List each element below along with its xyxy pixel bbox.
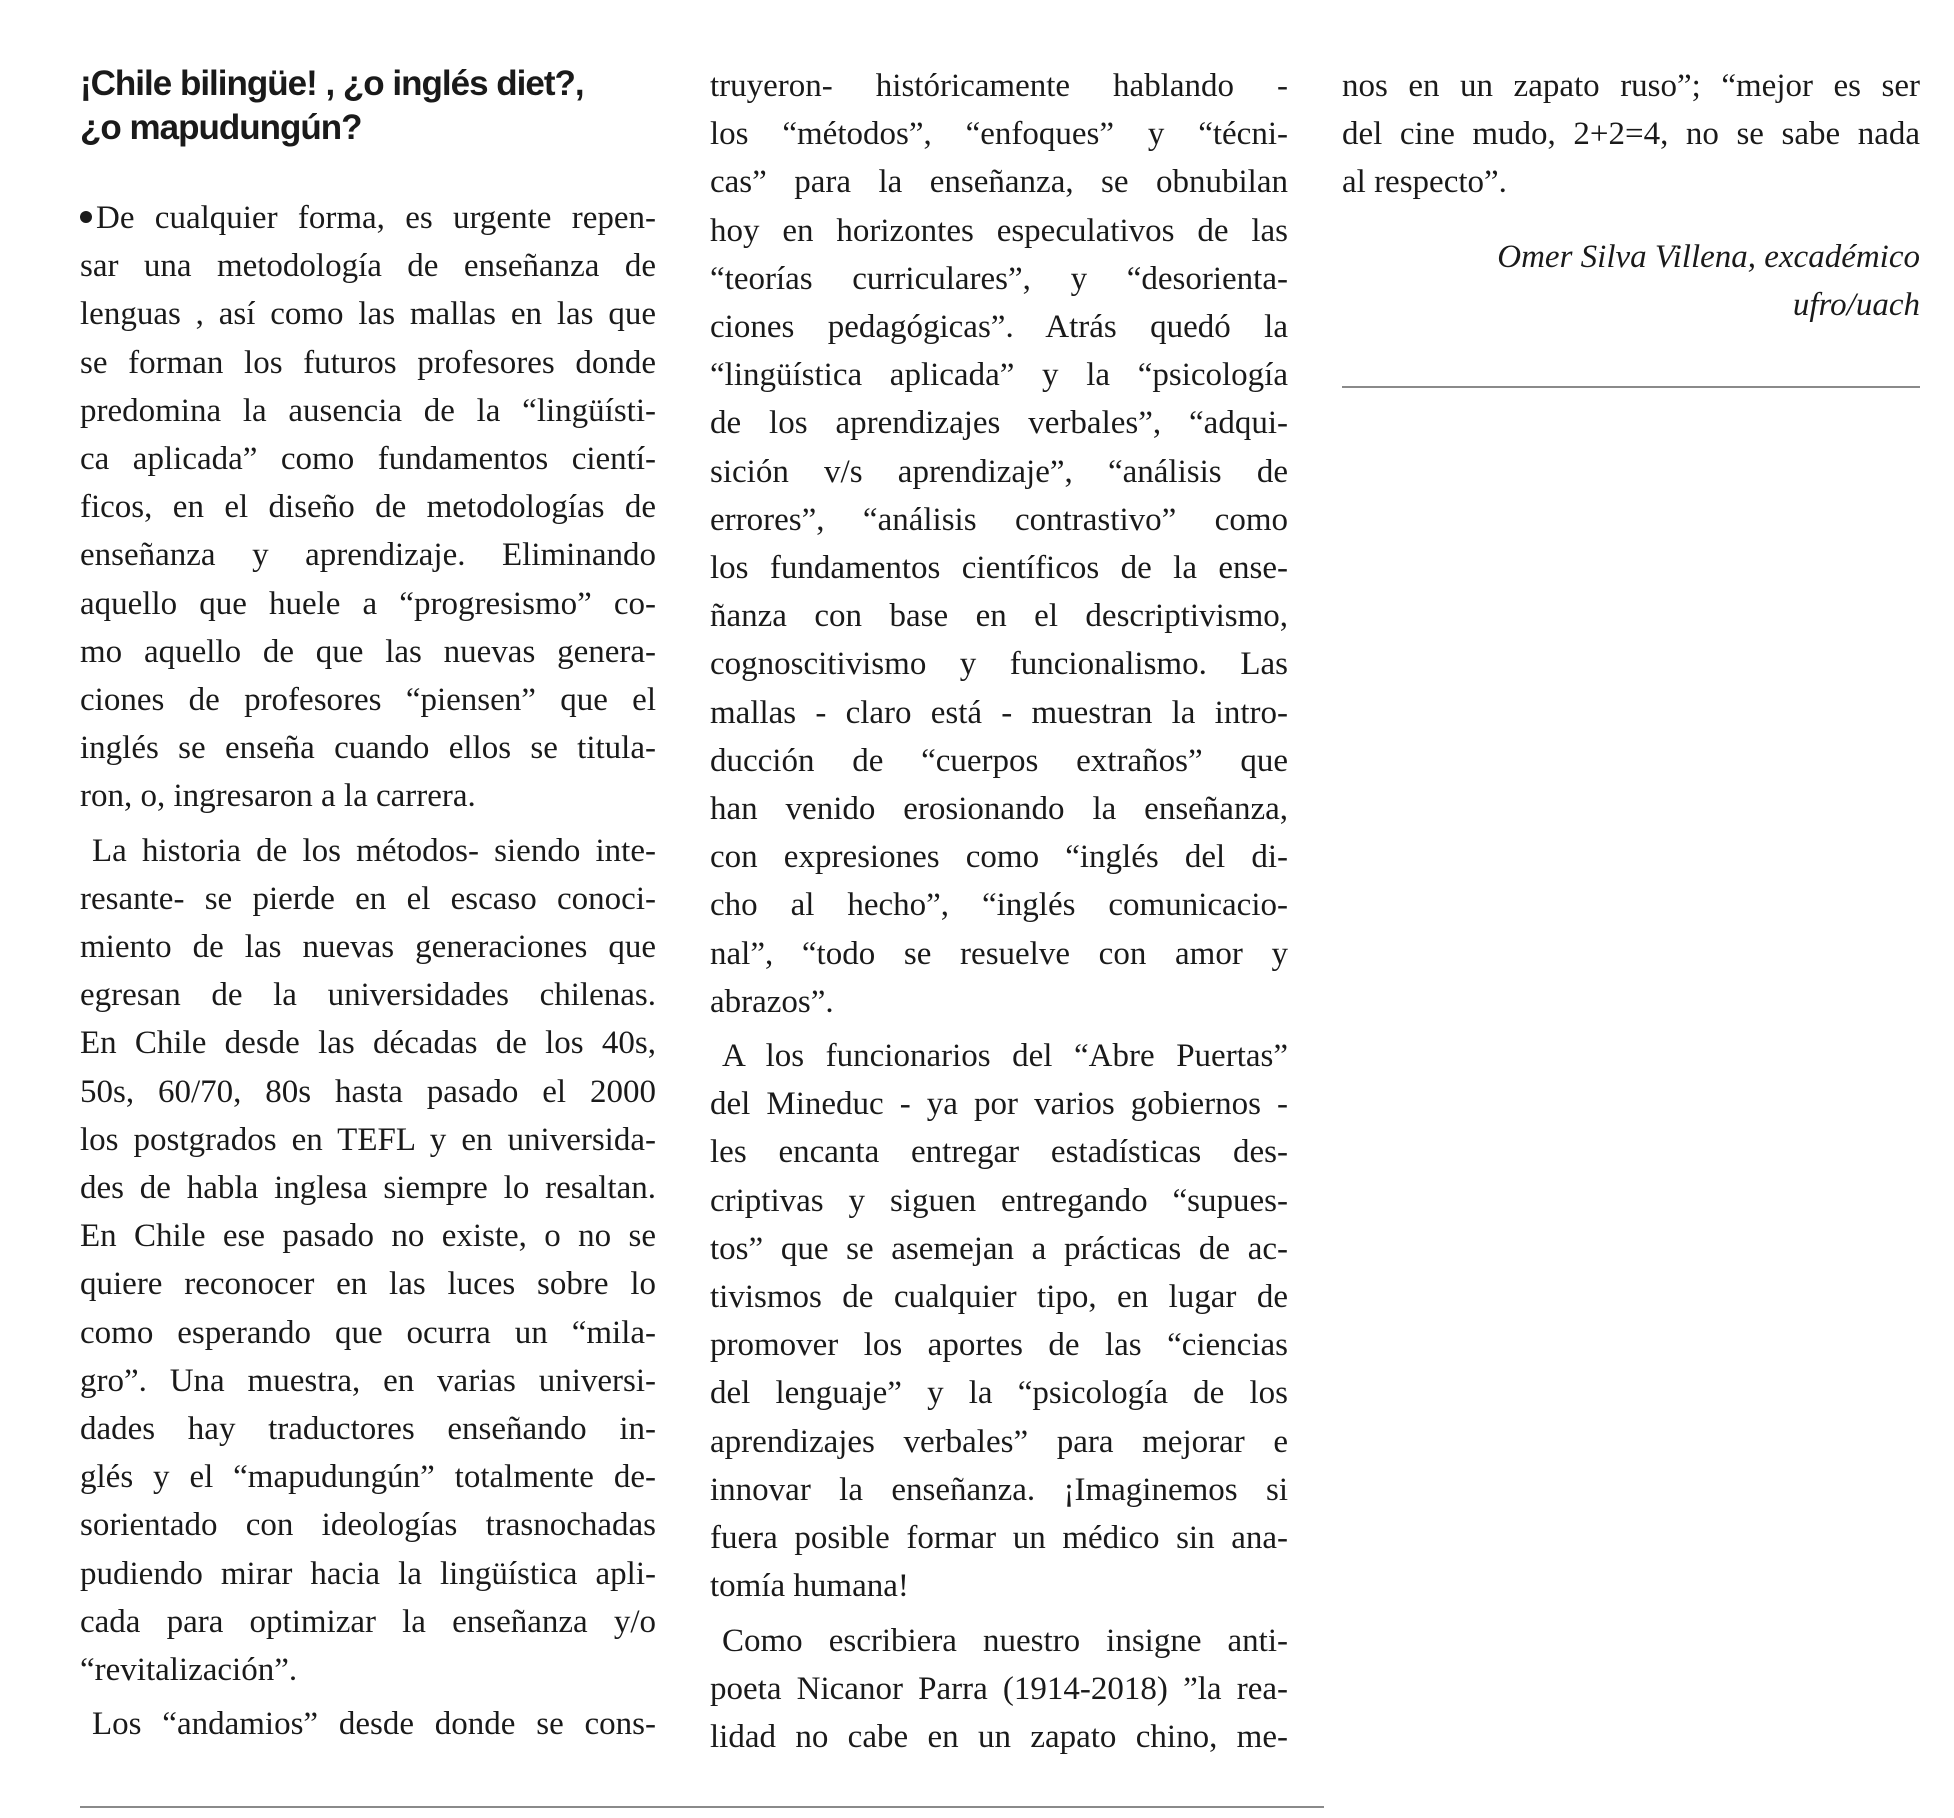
text-line: En Chile desde las décadas de los 40s, bbox=[80, 1025, 656, 1062]
text-line: truyeron- históricamente hablando - bbox=[710, 68, 1288, 104]
text-line: ducción de “cuerpos extraños” que bbox=[710, 742, 1288, 779]
text-line: promover los aportes de las “ciencias bbox=[710, 1327, 1288, 1364]
paragraph bbox=[1342, 62, 1920, 207]
column-1 bbox=[80, 62, 656, 1755]
author-affiliation: ufro/uach bbox=[1792, 286, 1920, 323]
text-line: des de habla inglesa siempre lo resaltan. bbox=[80, 1170, 656, 1207]
text-line: sar una metodología de enseñanza de bbox=[80, 248, 656, 285]
column-3 bbox=[1342, 62, 1920, 329]
text-line: del cine mudo, 2+2=4, no se sabe nada bbox=[1342, 116, 1920, 153]
text-line: poeta Nicanor Parra (1914-2018) ”la rea- bbox=[710, 1670, 1288, 1707]
text-line: se forman los futuros profesores donde bbox=[80, 344, 656, 381]
text-line: “teorías curriculares”, y “desorienta- bbox=[710, 260, 1288, 297]
text-line: ciones de profesores “piensen” que el bbox=[80, 682, 656, 719]
text-line: dades hay traductores enseñando in- bbox=[80, 1411, 656, 1448]
text-line: A los funcionarios del “Abre Puertas” bbox=[722, 1038, 1288, 1075]
text-line: innovar la enseñanza. ¡Imaginemos si bbox=[710, 1471, 1288, 1508]
text-line: glés y el “mapudungún” totalmente de- bbox=[80, 1459, 656, 1496]
headline-line: ¿o mapudungún? bbox=[80, 108, 362, 147]
text-line: egresan de la universidades chilenas. bbox=[80, 977, 656, 1014]
bullet-icon bbox=[80, 211, 92, 223]
headline-line: ¡Chile bilingüe! , ¿o inglés diet?, bbox=[80, 64, 584, 103]
text-line: nos en un zapato ruso”; “mejor es ser bbox=[1342, 68, 1920, 104]
text-line: gro”. Una muestra, en varias universi- bbox=[80, 1362, 656, 1399]
text-line: sorientado con ideologías trasnochadas bbox=[80, 1507, 656, 1544]
text-line: sición v/s aprendizaje”, “análisis de bbox=[710, 453, 1288, 490]
text-line: nal”, “todo se resuelve con amor y bbox=[710, 935, 1288, 972]
text-line: En Chile ese pasado no existe, o no se bbox=[80, 1218, 656, 1255]
text-line: los fundamentos científicos de la ense- bbox=[710, 550, 1288, 587]
paragraph-continued bbox=[80, 875, 656, 1694]
paragraph bbox=[710, 1032, 1288, 1080]
text-line: del Mineduc - ya por varios gobiernos - bbox=[710, 1086, 1288, 1123]
text-line: cho al hecho”, “inglés comunicacio- bbox=[710, 887, 1288, 924]
text-line: resante- se pierde en el escaso conoci- bbox=[80, 880, 656, 917]
text-line: al respecto”. bbox=[1342, 164, 1507, 201]
text-line: tomía humana! bbox=[710, 1568, 909, 1605]
paragraph-continued bbox=[710, 1080, 1288, 1610]
text-line: ron, o, ingresaron a la carrera. bbox=[80, 778, 476, 815]
text-line: los postgrados en TEFL y en universida- bbox=[80, 1121, 656, 1158]
text-line: ciones pedagógicas”. Atrás quedó la bbox=[710, 309, 1288, 346]
text-line: ñanza con base en el descriptivismo, bbox=[710, 598, 1288, 635]
bottom-divider bbox=[80, 1806, 1324, 1808]
text-line: ca aplicada” como fundamentos cientí- bbox=[80, 441, 656, 478]
paragraph bbox=[80, 194, 656, 821]
text-line: ficos, en el diseño de metodologías de bbox=[80, 489, 656, 526]
text-line: miento de las nuevas generaciones que bbox=[80, 929, 656, 966]
text-line: han venido erosionando la enseñanza, bbox=[710, 791, 1288, 828]
text-line: hoy en horizontes especulativos de las bbox=[710, 212, 1288, 249]
author-signature bbox=[1342, 233, 1920, 329]
text-line: tos” que se asemejan a prácticas de ac- bbox=[710, 1230, 1288, 1267]
text-line: aprendizajes verbales” para mejorar e bbox=[710, 1423, 1288, 1460]
text-line: errores”, “análisis contrastivo” como bbox=[710, 501, 1288, 538]
column-2 bbox=[710, 62, 1288, 1767]
text-line: del lenguaje” y la “psicología de los bbox=[710, 1375, 1288, 1412]
text-line: les encanta entregar estadísticas des- bbox=[710, 1134, 1288, 1171]
text-line: 50s, 60/70, 80s hasta pasado el 2000 bbox=[80, 1073, 656, 1110]
text-line: “revitalización”. bbox=[80, 1652, 298, 1689]
paragraph bbox=[710, 1617, 1288, 1665]
text-line: fuera posible formar un médico sin ana- bbox=[710, 1520, 1288, 1557]
text-line: “lingüística aplicada” y la “psicología bbox=[710, 357, 1288, 394]
text-line: con expresiones como “inglés del di- bbox=[710, 839, 1288, 876]
text-line: pudiendo mirar hacia la lingüística apli- bbox=[80, 1555, 656, 1592]
text-line: criptivas y siguen entregando “supues- bbox=[710, 1182, 1288, 1219]
text-line: como esperando que ocurra un “mila- bbox=[80, 1314, 656, 1351]
paragraph bbox=[80, 1700, 656, 1748]
text-line: tivismos de cualquier tipo, en lugar de bbox=[710, 1279, 1288, 1316]
signature-divider bbox=[1342, 386, 1920, 388]
text-line: aquello que huele a “progresismo” co- bbox=[80, 585, 656, 622]
text-line: quiere reconocer en las luces sobre lo bbox=[80, 1266, 656, 1303]
text-line: cognoscitivismo y funcionalismo. Las bbox=[710, 646, 1288, 683]
author-name: Omer Silva Villena, excadémico bbox=[1497, 238, 1920, 275]
text-line: lidad no cabe en un zapato chino, me- bbox=[710, 1718, 1288, 1755]
text-line: enseñanza y aprendizaje. Eliminando bbox=[80, 537, 656, 574]
text-line: Como escribiera nuestro insigne anti- bbox=[722, 1622, 1288, 1659]
text-line: abrazos”. bbox=[710, 983, 834, 1020]
paragraph bbox=[710, 62, 1288, 1026]
paragraph-continued bbox=[710, 1665, 1288, 1761]
text-line: La historia de los métodos- siendo inte- bbox=[92, 832, 656, 869]
text-line: Los “andamios” desde donde se cons- bbox=[92, 1706, 656, 1743]
text-line: mallas - claro está - muestran la intro- bbox=[710, 694, 1288, 731]
text-line: predomina la ausencia de la “lingüísti- bbox=[80, 392, 656, 429]
text-line: lenguas , así como las mallas en las que bbox=[80, 296, 656, 333]
text-line-content: De cualquier forma, es urgente repen- bbox=[96, 200, 656, 236]
text-line: de los aprendizajes verbales”, “adqui- bbox=[710, 405, 1288, 442]
headline bbox=[80, 62, 656, 150]
paragraph bbox=[80, 827, 656, 875]
text-line: cas” para la enseñanza, se obnubilan bbox=[710, 164, 1288, 201]
text-line: inglés se enseña cuando ellos se titula- bbox=[80, 730, 656, 767]
text-line: mo aquello de que las nuevas genera- bbox=[80, 633, 656, 670]
text-line: cada para optimizar la enseñanza y/o bbox=[80, 1603, 656, 1640]
text-line: los “métodos”, “enfoques” y “técni- bbox=[710, 116, 1288, 153]
text-line bbox=[80, 194, 656, 242]
